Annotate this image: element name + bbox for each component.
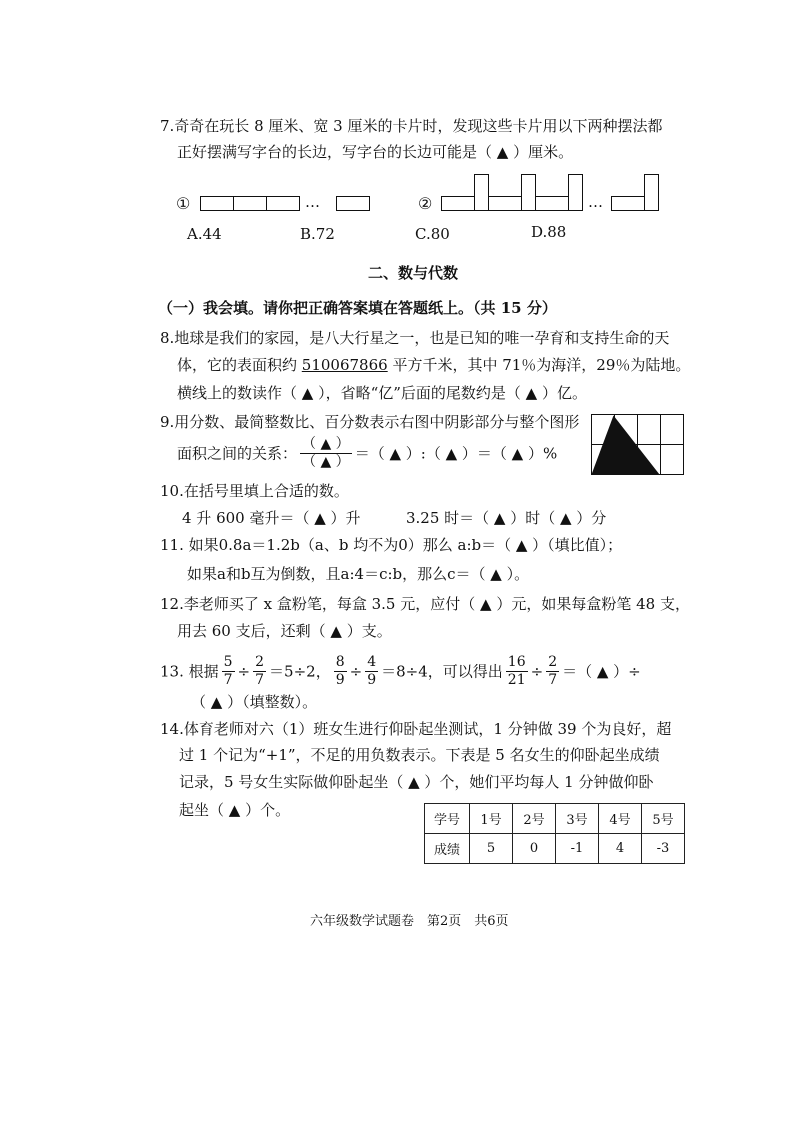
q9-grid-figure <box>591 414 686 476</box>
q7-option-d: D.88 <box>531 223 567 241</box>
q14-line4: 起坐（ ▲ ）个。 <box>179 801 291 819</box>
table-cell: 成绩 <box>425 834 470 864</box>
q13-div2: ÷ <box>349 662 363 681</box>
table-cell: 4号 <box>599 804 642 834</box>
q7-figure2-dots: … <box>588 193 603 211</box>
table-header-row <box>425 804 685 834</box>
q9-line2 <box>177 436 557 471</box>
q10-part-b: 3.25 时＝（ ▲ ）时（ ▲ ）分 <box>406 509 607 527</box>
q13-div3: ÷ <box>530 662 544 681</box>
q13-f3-num: 8 <box>335 654 345 670</box>
q13-div1: ÷ <box>237 662 251 681</box>
q7-figure1-dots: … <box>305 193 320 211</box>
q7-figure2-cards <box>441 172 666 212</box>
q13-f5-num: 16 <box>507 654 526 670</box>
q9-line2-pre: 面积之间的关系： <box>177 444 298 463</box>
q9-line2-post: ＝（ ▲ ）:（ ▲ ）＝（ ▲ ）% <box>354 444 558 463</box>
section-title: 二、数与代数 <box>368 264 459 282</box>
table-cell: 5 <box>470 834 513 864</box>
q13-mid2: ＝8÷4，可以得出 <box>381 662 503 681</box>
table-row <box>425 834 685 864</box>
q13-f6-den: 7 <box>548 672 558 688</box>
q7-option-c: C.80 <box>415 225 450 243</box>
q9-fraction-numerator: （ ▲ ） <box>302 436 350 452</box>
q13-f3-den: 9 <box>335 672 345 688</box>
q7-figure2-label: ② <box>418 194 433 213</box>
q13-pre: 13. 根据 <box>160 662 219 681</box>
q13-fraction-2-7b <box>546 654 559 689</box>
q8-line3: 横线上的数读作（ ▲ ），省略“亿”后面的尾数约是（ ▲ ）亿。 <box>177 384 587 402</box>
table-cell: 2号 <box>513 804 556 834</box>
q8-line2-post: 平方千米，其中 71％为海洋，29％为陆地。 <box>387 356 691 374</box>
q14-line3: 记录，5 号女生实际做仰卧起坐（ ▲ ）个，她们平均每人 1 分钟做仰卧 <box>179 773 654 791</box>
q13-f4-num: 4 <box>367 654 377 670</box>
q13-f2-num: 2 <box>255 654 265 670</box>
q13-line1 <box>160 654 641 689</box>
q12-line1: 12.李老师买了 x 盒粉笔，每盒 3.5 元，应付（ ▲ ）元，如果每盒粉笔 48 支， <box>160 595 690 613</box>
table-cell: -1 <box>556 834 599 864</box>
q10-part-a: 4 升 600 毫升＝（ ▲ ）升 <box>182 509 361 527</box>
table-cell: 4 <box>599 834 642 864</box>
table-cell: 1号 <box>470 804 513 834</box>
q9-line1: 9.用分数、最简整数比、百分数表示右图中阴影部分与整个图形 <box>160 413 580 431</box>
table-cell: 3号 <box>556 804 599 834</box>
q13-line2: （ ▲ ）（填整数）。 <box>191 693 318 711</box>
q7-line2: 正好摆满写字台的长边，写字台的长边可能是（ ▲ ）厘米。 <box>177 143 574 161</box>
q7-line1: 7.奇奇在玩长 8 厘米、宽 3 厘米的卡片时，发现这些卡片用以下两种摆法都 <box>160 117 663 135</box>
q13-fraction-16-21 <box>506 654 528 689</box>
q14-line2: 过 1 个记为“+1”，不足的用负数表示。下表是 5 名女生的仰卧起坐成绩 <box>179 746 660 764</box>
q7-option-b: B.72 <box>300 225 335 243</box>
q8-line1: 8.地球是我们的家园，是八大行星之一，也是已知的唯一孕育和支持生命的天 <box>160 329 670 347</box>
q11-line1: 11. 如果0.8a＝1.2b（a、b 均不为0）那么 a:b＝（ ▲ ）（填比值）； <box>160 536 623 554</box>
q13-f2-den: 7 <box>255 672 265 688</box>
q10-line1: 10.在括号里填上合适的数。 <box>160 482 349 500</box>
table-cell: 0 <box>513 834 556 864</box>
q12-line2: 用去 60 支后，还剩（ ▲ ）支。 <box>177 622 392 640</box>
q7-figure1-cards <box>200 196 375 212</box>
q13-f1-num: 5 <box>223 654 233 670</box>
q13-f5-den: 21 <box>507 672 526 688</box>
q7-option-a: A.44 <box>187 225 222 243</box>
table-cell: 学号 <box>425 804 470 834</box>
q9-fraction-denominator: （ ▲ ） <box>302 454 350 470</box>
q9-fraction <box>300 436 352 471</box>
q7-figure1-label: ① <box>176 194 191 213</box>
q8-underlined-number: 510067866 <box>301 356 388 374</box>
q14-score-table <box>424 803 685 864</box>
q13-post: ＝（ ▲ ）÷ <box>562 662 641 681</box>
q13-f6-num: 2 <box>548 654 558 670</box>
q11-line2: 如果a和b互为倒数，且a:4＝c:b，那么c＝（ ▲ ）。 <box>187 565 530 583</box>
q8-line2-pre: 体，它的表面积约 <box>177 356 302 374</box>
table-cell: -3 <box>642 834 685 864</box>
part1-title: （一）我会填。请你把正确答案填在答题纸上。（共 15 分） <box>158 299 557 317</box>
q13-mid1: ＝5÷2， <box>269 662 331 681</box>
q13-fraction-4-9 <box>365 654 378 689</box>
q13-f4-den: 9 <box>367 672 377 688</box>
q14-line1: 14.体育老师对六（1）班女生进行仰卧起坐测试，1 分钟做 39 个为良好，超 <box>160 720 672 738</box>
q13-fraction-8-9 <box>334 654 347 689</box>
q13-fraction-5-7 <box>222 654 235 689</box>
q13-fraction-2-7 <box>253 654 266 689</box>
q13-f1-den: 7 <box>223 672 233 688</box>
page-footer: 六年级数学试题卷 第2页 共6页 <box>310 914 509 929</box>
table-cell: 5号 <box>642 804 685 834</box>
q8-line2 <box>177 355 690 375</box>
